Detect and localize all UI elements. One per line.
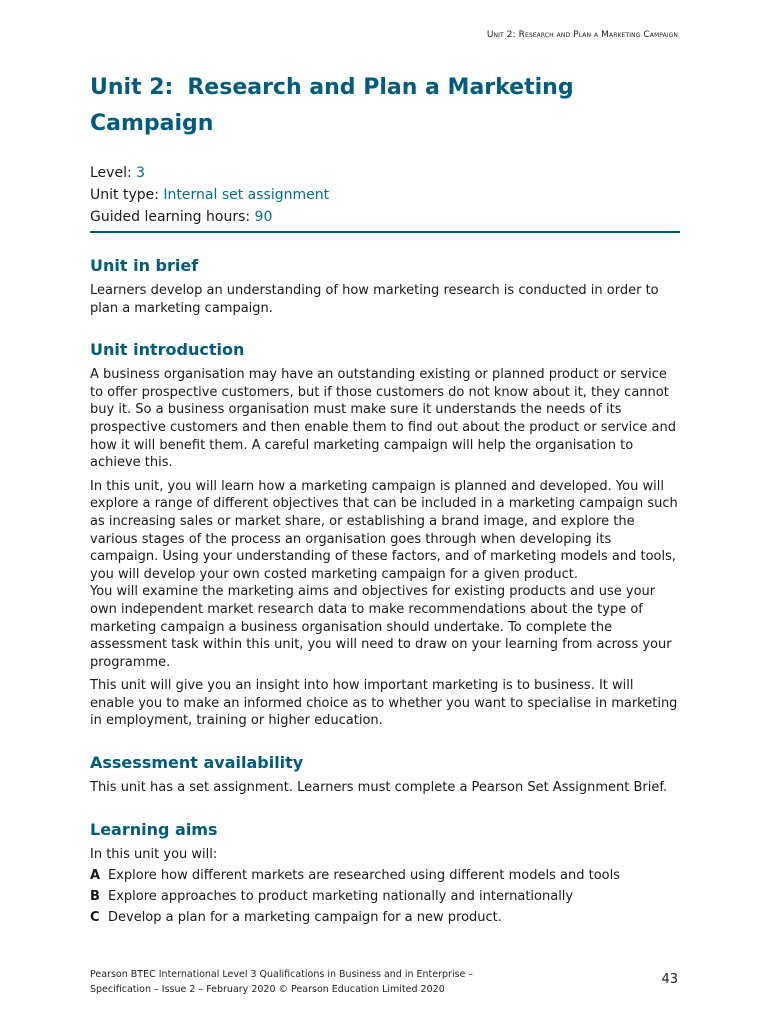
aim-text: Explore approaches to product marketing nationally and internationally	[108, 889, 574, 905]
brief-text: Learners develop an understanding of how marketing research is conducted in order to plan a marketing campaign.	[90, 283, 659, 316]
page-content	[90, 70, 680, 928]
aim-letter: B	[90, 889, 100, 905]
unit-type-label: Unit type:	[90, 187, 159, 203]
aim-text: Develop a plan for a marketing campaign for a new product.	[108, 910, 502, 926]
unit-type-value: Internal set assignment	[163, 187, 330, 203]
aim-text: Explore how different markets are researched using different models and tools	[108, 868, 620, 884]
aim-letter: C	[90, 910, 100, 926]
heading-unit-in-brief: Unit in brief	[90, 256, 199, 275]
page-footer	[90, 967, 473, 997]
title-divider	[90, 231, 680, 233]
unit-title-text: Research and Plan a Marketing Campaign	[90, 75, 574, 136]
page-title	[90, 70, 680, 142]
meta-glh	[90, 206, 680, 228]
learning-aim-item	[90, 886, 680, 907]
heading-learning-aims: Learning aims	[90, 819, 218, 839]
unit-meta	[90, 162, 680, 228]
glh-label: Guided learning hours:	[90, 209, 251, 225]
running-header: Unit 2: Research and Plan a Marketing Campaign	[486, 30, 678, 40]
intro-paragraph: In this unit, you will learn how a marketing campaign is planned and developed. You will explore a range of different objectives that can be included in a marketing campaign such as increasing sales or market share, or establishing a brand image, and explore the various stages of the process an organisation goes through when developing its campaign. Using your understanding of these factors, and of marketing models and tools, you will develop your own costed marketing campaign for a given product.	[90, 478, 678, 582]
meta-level	[90, 162, 680, 184]
footer-line: Pearson BTEC International Level 3 Qualifications in Business and in Enterprise –	[90, 969, 474, 980]
footer-line: Specification – Issue 2 – February 2020 © Pearson Education Limited 2020	[90, 984, 445, 995]
glh-value: 90	[254, 209, 273, 225]
heading-unit-introduction: Unit introduction	[90, 340, 245, 360]
level-label: Level:	[90, 165, 132, 181]
meta-unit-type	[90, 184, 680, 206]
intro-paragraph: You will examine the marketing aims and objectives for existing products and use your own independent market research data to make recommendations about the type of marketing campaign a business organisation should undertake. To complete the assessment task within this unit, you will need to draw on your learning from across your programme.	[90, 584, 672, 670]
heading-assessment-availability: Assessment availability	[90, 753, 304, 773]
aims-intro: In this unit you will:	[90, 846, 218, 862]
learning-aim-item	[90, 865, 680, 886]
aim-letter: A	[90, 868, 101, 884]
level-value: 3	[136, 165, 146, 181]
unit-number: Unit 2:	[90, 75, 174, 100]
intro-paragraph: This unit will give you an insight into how important marketing is to business. It will enable you to make an informed choice as to whether you want to specialise in marketing in employment, training or higher education.	[90, 678, 678, 729]
assessment-text: This unit has a set assignment. Learners must complete a Pearson Set Assignment Brief.	[90, 780, 668, 796]
learning-aim-item	[90, 907, 680, 928]
page-number: 43	[661, 972, 678, 987]
intro-paragraph: A business organisation may have an outstanding existing or planned product or service to offer prospective customers, but if those customers do not know about it, they cannot buy it. So a business organisation must make sure it understands the needs of its prospective customers and then enable them to find out about the product or service and how it will benefit them. A careful marketing campaign will help the organisation to achieve this.	[90, 367, 676, 471]
